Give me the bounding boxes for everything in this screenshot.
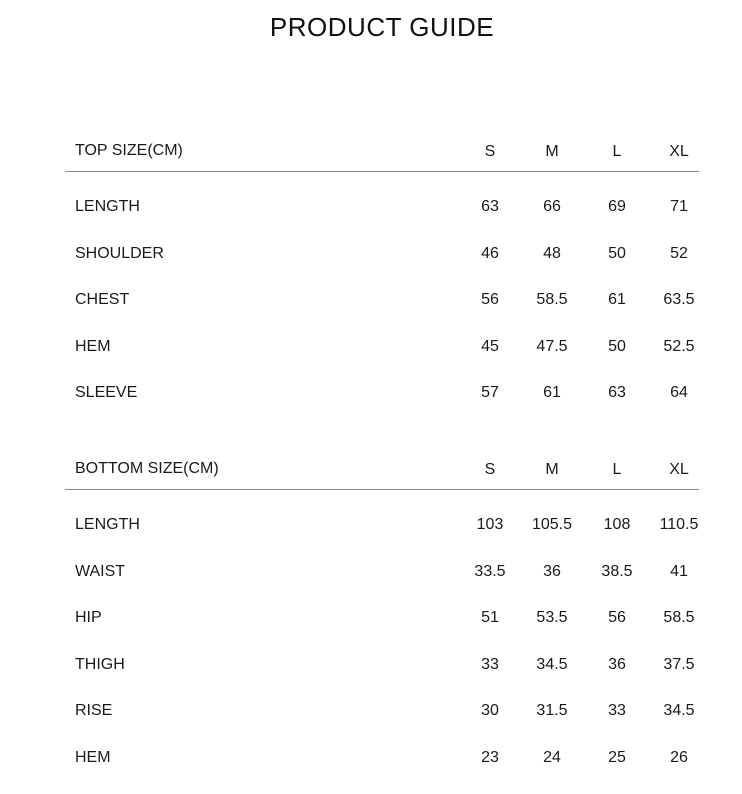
size-header-m: M [522,460,582,480]
cell-l: 36 [587,655,647,675]
row-label: LENGTH [75,197,140,217]
bottom-size-table [0,455,742,794]
cell-m: 34.5 [522,655,582,675]
page-title: PRODUCT GUIDE [0,12,742,43]
cell-s: 33.5 [460,562,520,582]
row-label: CHEST [75,290,129,310]
cell-l: 38.5 [587,562,647,582]
row-label: SHOULDER [75,244,164,264]
table-heading: BOTTOM SIZE(CM) [75,460,219,478]
size-header-xl: XL [649,142,709,162]
size-header-l: L [587,142,647,162]
cell-l: 25 [587,748,647,768]
cell-l: 33 [587,701,647,721]
cell-m: 31.5 [522,701,582,721]
cell-s: 30 [460,701,520,721]
cell-m: 36 [522,562,582,582]
cell-xl: 58.5 [649,608,709,628]
size-header-s: S [460,460,520,480]
cell-l: 50 [587,244,647,264]
table-row [0,562,742,609]
table-row [0,383,742,430]
table-body [0,489,742,794]
cell-s: 57 [460,383,520,403]
top-size-table [0,137,742,430]
cell-xl: 34.5 [649,701,709,721]
row-label: HEM [75,337,111,357]
cell-xl: 26 [649,748,709,768]
cell-xl: 110.5 [649,515,709,535]
cell-l: 69 [587,197,647,217]
table-row [0,701,742,748]
cell-m: 24 [522,748,582,768]
table-row [0,244,742,291]
table-row [0,515,742,562]
table-row [0,748,742,794]
cell-xl: 37.5 [649,655,709,675]
row-label: HIP [75,608,102,628]
cell-m: 58.5 [522,290,582,310]
cell-s: 56 [460,290,520,310]
cell-xl: 63.5 [649,290,709,310]
table-header-row [0,455,742,489]
row-label: LENGTH [75,515,140,535]
cell-l: 63 [587,383,647,403]
table-row [0,337,742,384]
cell-s: 23 [460,748,520,768]
cell-l: 61 [587,290,647,310]
cell-xl: 52 [649,244,709,264]
row-label: RISE [75,701,112,721]
cell-s: 45 [460,337,520,357]
cell-xl: 71 [649,197,709,217]
cell-m: 105.5 [522,515,582,535]
size-header-s: S [460,142,520,162]
table-row [0,197,742,244]
cell-m: 53.5 [522,608,582,628]
row-label: WAIST [75,562,125,582]
cell-l: 56 [587,608,647,628]
table-header-row [0,137,742,171]
table-row [0,655,742,702]
cell-m: 61 [522,383,582,403]
cell-l: 50 [587,337,647,357]
row-label: THIGH [75,655,125,675]
table-row [0,290,742,337]
cell-s: 33 [460,655,520,675]
cell-xl: 64 [649,383,709,403]
cell-s: 46 [460,244,520,264]
cell-xl: 41 [649,562,709,582]
cell-s: 103 [460,515,520,535]
cell-m: 66 [522,197,582,217]
cell-l: 108 [587,515,647,535]
row-label: SLEEVE [75,383,137,403]
row-label: HEM [75,748,111,768]
table-heading: TOP SIZE(CM) [75,142,183,160]
size-header-m: M [522,142,582,162]
table-body [0,171,742,430]
cell-s: 51 [460,608,520,628]
table-row [0,608,742,655]
cell-m: 47.5 [522,337,582,357]
cell-xl: 52.5 [649,337,709,357]
cell-s: 63 [460,197,520,217]
size-header-xl: XL [649,460,709,480]
size-header-l: L [587,460,647,480]
cell-m: 48 [522,244,582,264]
